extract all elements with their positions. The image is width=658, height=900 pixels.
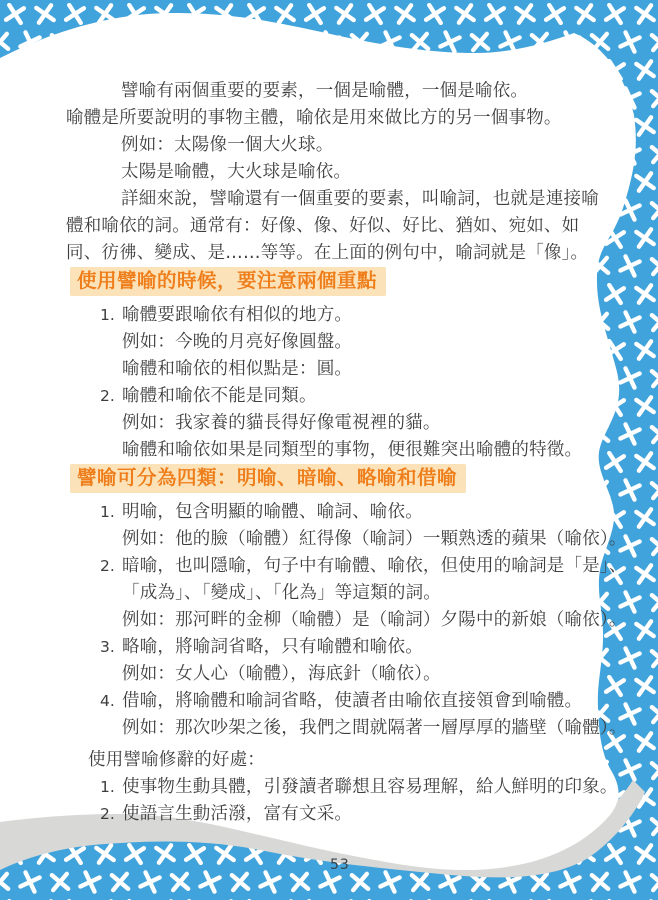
text-line: 喻體和喻依如果是同類型的事物，便很難突出喻體的特徵。 — [122, 440, 583, 460]
text-line: 例如：我家養的貓長得好像電視裡的貓。 — [122, 413, 441, 433]
text-line: 喻體是所要說明的事物主體，喻依是用來做比方的另一個事物。 — [66, 108, 562, 128]
list-text: 借喻，將喻體和喻詞省略，使讀者由喻依直接領會到喻體。 — [122, 691, 583, 711]
list-text: 暗喻，也叫隱喻，句子中有喻體、喻依，但使用的喻詞是「是」、 — [122, 556, 627, 576]
text-line: 例如：今晚的月亮好像圓盤。 — [122, 332, 353, 352]
text-line: 例如：女人心（喻體），海底針（喻依）。 — [122, 664, 441, 684]
text-line: 太陽是喻體，大火球是喻依。 — [121, 162, 352, 182]
list-number: 4. — [100, 692, 115, 710]
list-number: 3. — [100, 638, 115, 656]
text-line: 譬喻有兩個重要的要素，一個是喻體，一個是喻依。 — [121, 81, 529, 101]
text-line — [66, 801, 641, 828]
text-line: 「成為」、「變成」、「化為」等這類的詞。 — [122, 583, 441, 603]
text-line — [66, 688, 641, 715]
list-number: 1. — [100, 503, 115, 521]
text-line — [66, 634, 641, 661]
list-text: 喻體要跟喻依有相似的地方。 — [122, 305, 353, 325]
text-line: 詳細來說，譬喻還有一個重要的要素，叫喻詞，也就是連接喻 — [121, 189, 599, 209]
text-line — [66, 553, 641, 580]
list-number: 2. — [100, 387, 115, 405]
text-line: 同、彷彿、變成、是……等等。在上面的例句中，喻詞就是「像」。 — [66, 243, 589, 263]
list-number: 1. — [100, 778, 115, 796]
section-heading-highlight: 使用譬喻的時候，要注意兩個重點 — [70, 267, 386, 296]
text-line: 例如：那河畔的金柳（喻體）是（喻詞）夕陽中的新娘（喻依）。 — [122, 610, 627, 630]
list-text: 略喻，將喻詞省略，只有喻體和喻依。 — [122, 637, 423, 657]
text-line: 喻體和喻依的相似點是：圓。 — [122, 359, 353, 379]
text-line — [66, 774, 641, 801]
text-line: 體和喻依的詞。通常有：好像、像、好似、好比、猶如、宛如、如 — [66, 216, 580, 236]
list-number: 1. — [100, 306, 115, 324]
list-number: 2. — [100, 805, 115, 823]
text-line — [66, 499, 641, 526]
section-heading — [66, 267, 641, 296]
list-text: 明喻，包含明顯的喻體、喻詞、喻依。 — [122, 502, 423, 522]
text-line: 例如：那次吵架之後，我們之間就隔著一層厚厚的牆壁（喻體）。 — [122, 718, 627, 738]
section-heading-highlight: 譬喻可分為四類：明喻、暗喻、略喻和借喻 — [70, 464, 466, 493]
list-text: 喻體和喻依不能是同類。 — [122, 386, 317, 406]
list-text: 使語言生動活潑，富有文采。 — [122, 804, 353, 824]
page-number: 53 — [330, 857, 350, 873]
text-line: 例如：太陽像一個大火球。 — [121, 135, 334, 155]
text-line: 例如：他的臉（喻體）紅得像（喻詞）一顆熟透的蘋果（喻依）。 — [122, 529, 627, 549]
text-line — [66, 383, 641, 410]
text-line: 使用譬喻修辭的好處： — [88, 750, 265, 770]
list-text: 使事物生動具體，引發讀者聯想且容易理解，給人鮮明的印象。 — [122, 777, 618, 797]
text-content — [66, 78, 641, 828]
section-heading — [66, 464, 641, 493]
text-line — [66, 302, 641, 329]
list-number: 2. — [100, 557, 115, 575]
